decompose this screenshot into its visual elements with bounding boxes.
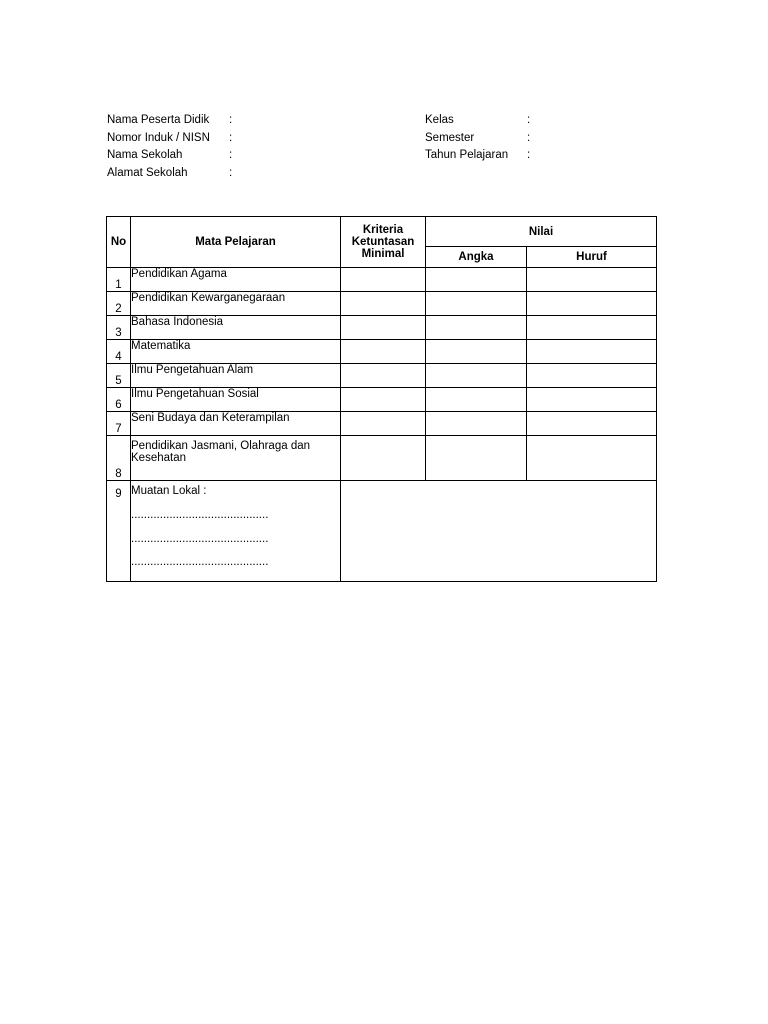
table-row [107, 292, 657, 316]
subject-name: Pendidikan Kewarganegaraan [131, 292, 341, 316]
kkm-cell[interactable] [341, 412, 426, 436]
row-number: 3 [107, 316, 131, 340]
identity-label: Tahun Pelajaran [425, 149, 509, 161]
header-nilai: Nilai [426, 217, 657, 247]
huruf-cell[interactable] [527, 388, 657, 412]
identity-label: Nomor Induk / NISN [107, 131, 210, 144]
header-kkm-line: Minimal [361, 248, 405, 260]
angka-cell[interactable] [426, 340, 527, 364]
angka-cell[interactable] [426, 268, 527, 292]
identity-label: Alamat Sekolah [107, 166, 188, 179]
kkm-cell[interactable] [341, 268, 426, 292]
identity-label: Kelas [425, 114, 454, 126]
huruf-cell[interactable] [527, 292, 657, 316]
kkm-cell[interactable] [341, 316, 426, 340]
identity-colon: : [527, 114, 531, 126]
subject-name: Pendidikan Agama [131, 268, 341, 292]
identity-label: Nama Peserta Didik [107, 114, 210, 126]
row-number: 6 [107, 388, 131, 412]
header-kkm-line: Kriteria [362, 224, 404, 236]
identity-colon: : [229, 131, 233, 144]
row-number: 7 [107, 412, 131, 436]
huruf-cell[interactable] [527, 268, 657, 292]
kkm-cell[interactable] [341, 388, 426, 412]
grades-table [106, 216, 657, 582]
header-no: No [107, 217, 131, 268]
table-header-row [107, 217, 657, 247]
kkm-cell[interactable] [341, 364, 426, 388]
subject-name: Bahasa Indonesia [131, 316, 341, 340]
table-row [107, 436, 657, 481]
table-row [107, 340, 657, 364]
muatan-lokal-blank[interactable]: ........................................... [131, 509, 269, 521]
subject-name-line: Pendidikan Jasmani, Olahraga dan [131, 440, 311, 452]
huruf-cell[interactable] [527, 316, 657, 340]
table-row [107, 412, 657, 436]
identity-colon: : [229, 149, 233, 161]
identity-colon: : [229, 166, 233, 179]
identity-label: Nama Sekolah [107, 149, 183, 161]
row-number: 4 [107, 340, 131, 364]
header-kkm [341, 217, 426, 268]
huruf-cell[interactable] [527, 412, 657, 436]
huruf-cell[interactable] [527, 436, 657, 481]
row-number: 1 [107, 268, 131, 292]
row-number: 9 [107, 481, 131, 582]
student-identity-section [107, 112, 667, 184]
identity-colon: : [527, 131, 531, 144]
header-kkm-line: Ketuntasan [351, 236, 415, 248]
table-row [107, 364, 657, 388]
angka-cell[interactable] [426, 292, 527, 316]
row-number: 2 [107, 292, 131, 316]
muatan-lokal-cell [131, 481, 341, 582]
header-mata-pelajaran: Mata Pelajaran [131, 217, 341, 268]
kkm-cell[interactable] [341, 436, 426, 481]
muatan-lokal-title: Muatan Lokal : [131, 485, 207, 497]
table-row [107, 388, 657, 412]
angka-cell[interactable] [426, 436, 527, 481]
huruf-cell[interactable] [527, 340, 657, 364]
row-number: 8 [107, 436, 131, 481]
subject-name: Matematika [131, 340, 341, 364]
huruf-cell[interactable] [527, 364, 657, 388]
angka-cell[interactable] [426, 388, 527, 412]
subject-name: Ilmu Pengetahuan Sosial [131, 388, 341, 412]
subject-name: Seni Budaya dan Keterampilan [131, 412, 341, 436]
angka-cell[interactable] [426, 316, 527, 340]
subject-name-line: Kesehatan [131, 452, 186, 464]
table-row-muatan-lokal [107, 481, 657, 582]
angka-cell[interactable] [426, 412, 527, 436]
kkm-cell[interactable] [341, 340, 426, 364]
table-row [107, 268, 657, 292]
identity-label: Semester [425, 131, 475, 144]
identity-colon: : [527, 149, 531, 161]
muatan-lokal-blank[interactable]: ........................................... [131, 532, 269, 545]
kkm-cell[interactable] [341, 292, 426, 316]
subject-name [131, 436, 341, 481]
identity-colon: : [229, 114, 233, 126]
muatan-lokal-blank[interactable]: ........................................... [131, 556, 269, 568]
muatan-lokal-merged-cell[interactable] [341, 481, 657, 582]
subject-name: Ilmu Pengetahuan Alam [131, 364, 341, 388]
header-huruf: Huruf [527, 247, 657, 268]
row-number: 5 [107, 364, 131, 388]
table-row [107, 316, 657, 340]
angka-cell[interactable] [426, 364, 527, 388]
header-angka: Angka [426, 247, 527, 268]
